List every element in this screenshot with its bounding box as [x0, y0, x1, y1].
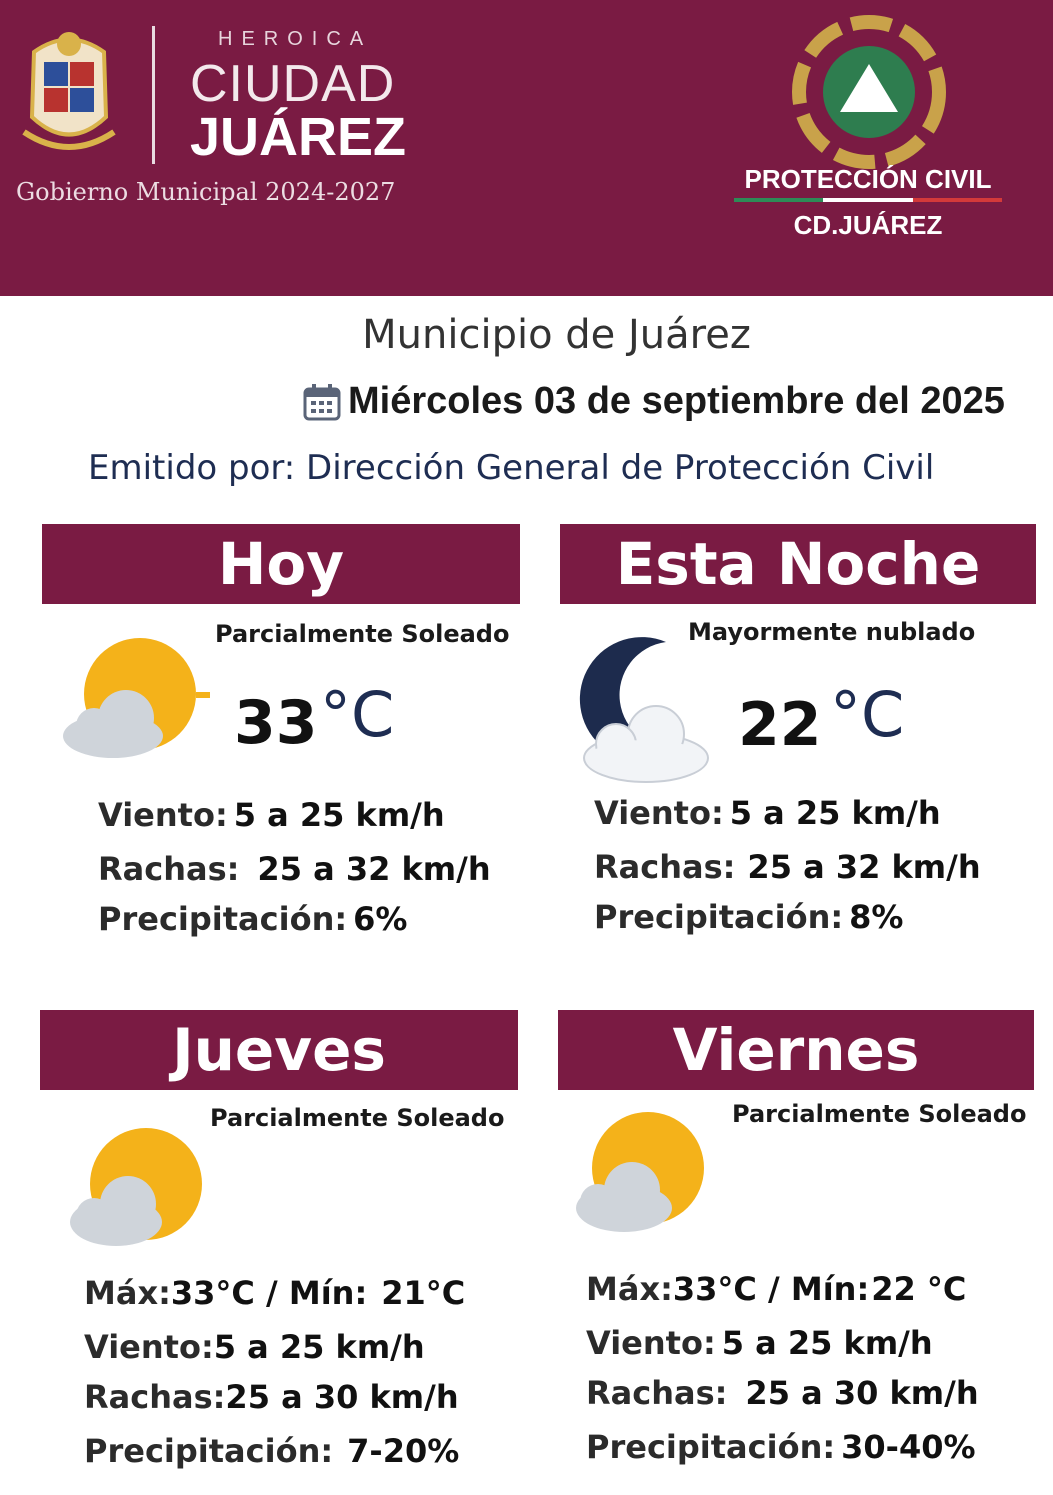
precip-label: Precipitación: — [98, 900, 348, 938]
gust-row-jueves — [84, 1378, 459, 1416]
maxmin-row-jueves — [84, 1274, 465, 1312]
wind-row-noche — [594, 794, 941, 832]
moon-cloud-icon — [576, 636, 716, 786]
date-row — [302, 380, 1005, 423]
condition-hoy: Parcialmente Soleado — [215, 620, 510, 648]
heroica-text: HEROICA — [218, 28, 373, 50]
max-value: 33°C / Mín: — [170, 1274, 368, 1312]
condition-noche: Mayormente nublado — [688, 618, 976, 646]
calendar-icon — [302, 382, 342, 422]
wind-row-hoy — [98, 796, 445, 834]
issued-by-text: Emitido por: Dirección General de Protección Civil — [88, 448, 935, 488]
gust-label: Rachas: — [84, 1378, 226, 1416]
gust-row-viernes — [586, 1374, 979, 1412]
municipio-title: Municipio de Juárez — [362, 312, 751, 358]
partly-sunny-icon — [64, 1118, 214, 1258]
partly-sunny-icon — [570, 1104, 720, 1244]
wind-label: Viento: — [98, 796, 228, 834]
unit-noche: °C — [830, 678, 905, 751]
precip-label: Precipitación: — [84, 1432, 334, 1470]
coat-of-arms-icon — [14, 22, 124, 162]
pc-subtitle: CD.JUÁREZ — [793, 210, 943, 240]
unit-hoy: °C — [320, 678, 395, 751]
header-divider — [152, 26, 155, 164]
wind-label: Viento: — [594, 794, 724, 832]
min-value: 22 °C — [871, 1270, 967, 1308]
precip-value: 6% — [353, 900, 408, 938]
precip-value: 8% — [849, 898, 904, 936]
gust-value: 25 a 30 km/h — [225, 1378, 459, 1416]
panel-title-jueves: Jueves — [40, 1010, 518, 1090]
precip-row-jueves — [84, 1432, 459, 1470]
gust-label: Rachas: — [594, 848, 736, 886]
gust-row-noche — [594, 848, 981, 886]
precip-value: 7-20% — [347, 1432, 460, 1470]
gust-value: 25 a 32 km/h — [747, 848, 981, 886]
date-text: Miércoles 03 de septiembre del 2025 — [348, 380, 1005, 422]
wind-value: 5 a 25 km/h — [233, 796, 445, 834]
precip-row-noche — [594, 898, 903, 936]
panel-title-hoy: Hoy — [42, 524, 520, 604]
wind-value: 5 a 25 km/h — [721, 1324, 933, 1362]
max-value: 33°C / Mín: — [672, 1270, 870, 1308]
condition-viernes: Parcialmente Soleado — [732, 1100, 1027, 1128]
panel-title-noche: Esta Noche — [560, 524, 1036, 604]
ciudad-text: CIUDAD — [190, 55, 396, 113]
gust-value: 25 a 32 km/h — [257, 850, 491, 888]
condition-jueves: Parcialmente Soleado — [210, 1104, 505, 1132]
wind-value: 5 a 25 km/h — [213, 1328, 425, 1366]
gust-value: 25 a 30 km/h — [745, 1374, 979, 1412]
wind-row-viernes — [586, 1324, 933, 1362]
juarez-text: JUÁREZ — [190, 107, 407, 167]
maxmin-row-viernes — [586, 1270, 966, 1308]
panel-title-viernes: Viernes — [558, 1010, 1034, 1090]
min-value: 21°C — [381, 1274, 466, 1312]
proteccion-civil-logo-icon — [786, 12, 952, 172]
precip-row-hoy — [98, 900, 407, 938]
gust-row-hoy — [98, 850, 491, 888]
gust-label: Rachas: — [586, 1374, 728, 1412]
header-banner — [0, 0, 1053, 296]
gust-label: Rachas: — [98, 850, 240, 888]
wind-value: 5 a 25 km/h — [729, 794, 941, 832]
precip-label: Precipitación: — [586, 1428, 836, 1466]
wind-label: Viento: — [84, 1328, 214, 1366]
wind-row-jueves — [84, 1328, 425, 1366]
gobierno-text: Gobierno Municipal 2024-2027 — [16, 178, 396, 206]
temp-hoy: 33 — [234, 688, 318, 758]
precip-value: 30-40% — [841, 1428, 976, 1466]
partly-sunny-icon — [58, 632, 218, 772]
max-label: Máx: — [84, 1274, 171, 1312]
precip-label: Precipitación: — [594, 898, 844, 936]
max-label: Máx: — [586, 1270, 673, 1308]
precip-row-viernes — [586, 1428, 976, 1466]
flag-stripe — [734, 198, 1002, 202]
wind-label: Viento: — [586, 1324, 716, 1362]
temp-noche: 22 — [738, 690, 822, 760]
pc-title: PROTECCIÓN CIVIL — [744, 164, 992, 194]
